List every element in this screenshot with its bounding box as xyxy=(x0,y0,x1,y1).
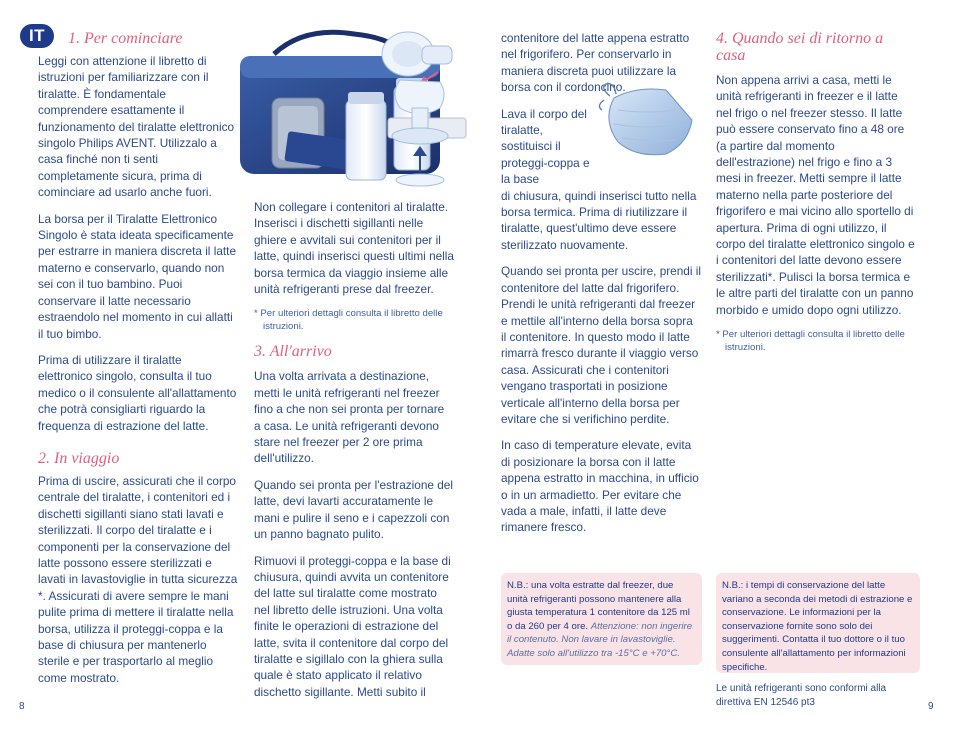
note-box-storage xyxy=(716,573,920,673)
paragraph: In caso di temperature elevate, evita di posizionare la borsa con il latte appena estratto in macchina, in ufficio o in un armadietto. Per evitare che vada a male, infatti, il latte deve rimanere fresco. xyxy=(501,438,699,535)
column-1 xyxy=(38,30,238,696)
paragraph: Non appena arrivi a casa, metti le unità refrigeranti in freezer e il latte nel frigo o nel freezer stesso. Il latte può essere conservato fino a 48 ore (a partire dal momento dell'estrazione) nel frigo e fino a 3 mesi in freezer. Metti sempre il latte materno nella parte posteriore del frigorifero e mai vicino allo sportello di apertura. Prima di ogni utilizzo, il corpo del tiralatte elettronico singolo e i contenitori del latte devono essere sterilizzati*. Pulisci la borsa termica e le altre parti del tiralatte con un panno morbido e umido dopo ogni utilizzo. xyxy=(716,73,915,317)
note-bold: N.B.: una volta estratte dal freezer, due unità refrigeranti possono mantenere alla giusta temperatura 1 contenitore da 125 ml o da 260 per 4 ore. xyxy=(507,580,690,632)
paragraph: Quando sei pronta per uscire, prendi il contenitore del latte dal frigorifero. Prendi le unità refrigeranti dal freezer e mettile all'interno della borsa sopra il contenitore. In questo modo il latte rimarrà fresco durante il viaggio verso casa. Assicurati che i contenitori vengano trasportati in posizione verticale all'interno della borsa per evitare che si verifichino perdite. xyxy=(501,264,702,426)
drawstring-pouch-illustration xyxy=(596,80,700,160)
paragraph: Lava il corpo del tiralatte, sostituisci il proteggi-coppa e la base xyxy=(501,106,590,187)
note-text: N.B.: i tempi di conservazione del latte variano a seconda dei metodi di estrazione e conservazione. Le informazioni per la conservazione fornite sono solo dei suggerimenti. Contatta il tuo dottore o il tuo consulente all'allattamento per informazioni specifiche. xyxy=(722,580,913,673)
heading-all-arrivo: 3. All'arrivo xyxy=(254,343,332,361)
footnote: * Per ulteriori dettagli consulta il libretto delle istruzioni. xyxy=(254,308,443,333)
heading-in-viaggio: 2. In viaggio xyxy=(38,449,120,467)
paragraph: di chiusura, quindi inserisci tutto nella borsa termica. Prima di riutilizzare il tiralatte, quest'ultimo deve essere sterilizzato nuovamente. xyxy=(501,188,697,252)
heading-quando-sei-di-ritorno: 4. Quando sei di ritorno a casa xyxy=(716,30,884,64)
footnote: * Per ulteriori dettagli consulta il libretto delle istruzioni. xyxy=(716,329,905,354)
paragraph: contenitore del latte appena estratto nel frigorifero. Per conservarlo in maniera discreta puoi utilizzare la borsa con il cordoncino. xyxy=(501,31,690,95)
paragraph: Una volta arrivata a destinazione, metti le unità refrigeranti nel freezer fino a che non sei pronta per tornare a casa. Le unità refrigeranti devono stare nel freezer per 2 ore prima dell'utilizzo. xyxy=(254,369,445,466)
breast-pump-illustration xyxy=(360,24,470,190)
language-badge: IT xyxy=(20,24,54,48)
column-2 xyxy=(254,199,454,710)
heading-per-cominciare: 1. Per cominciare xyxy=(68,30,183,47)
paragraph: Quando sei pronta per l'estrazione del latte, devi lavarti accuratamente le mani e pulire il seno e i capezzoli con un panno bagnato pulito. xyxy=(254,477,453,542)
note-box-refrigerant xyxy=(501,573,702,665)
paragraph: Rimuovi il proteggi-coppa e la base di chiusura, quindi avvita un contenitore del latte sul tiralatte come mostrato nel libretto delle istruzioni. Una volta finite le operazioni di estrazione del latte, svita il contenitore dal corpo del tiralatte e sigillalo con la ghiera sulla quale è stato applicato il relativo dischetto sigillante. Metti subito il xyxy=(254,553,451,699)
compliance-note: Le unità refrigeranti sono conformi alla direttiva EN 12546 pt3 xyxy=(716,683,887,708)
column-4 xyxy=(716,30,916,364)
page-number-left: 8 xyxy=(19,701,25,712)
page-number-right: 9 xyxy=(928,701,934,712)
paragraph: Non collegare i contenitori al tiralatte. Inserisci i dischetti sigillanti nelle ghiere e avvitali sui contenitori per il latte, quindi inserisci questi ultimi nella borsa termica da viaggio insieme alle unità refrigeranti prese dal freezer. xyxy=(254,200,454,297)
paragraph: La borsa per il Tiralatte Elettronico Singolo è stata ideata specificamente per estrarre in maniera discreta il latte materno e conservarlo, quando non sei con il tuo bambino. Puoi conservare il latte necessario estraendolo nel momento in cui allatti il tuo bimbo. xyxy=(38,211,237,341)
note-italic: Attenzione: non ingerire il contenuto. Non lavare in lavastoviglie. Adatte solo all'utilizzo tra -15°C e +70°C. xyxy=(507,620,693,659)
paragraph: Leggi con attenzione il libretto di istruzioni per familiarizzare con il tiralatte. È fondamentale comprendere esattamente il funzionamento del tiralatte elettronico singolo Philips AVENT. Utilizzalo a casa finché non ti senti completamente sicura, prima di cominciare ad usarlo anche fuori. xyxy=(38,54,235,200)
paragraph: Prima di uscire, assicurati che il corpo centrale del tiralatte, i contenitori ed i dischetti sigillanti siano stati lavati e sterilizzati. Il corpo del tiralatte e i componenti per la conservazione del latte possono essere sterilizzati e lavati in lavastoviglie in tutta sicurezza *. Assicurati di avere sempre le mani pulite prima di mettere il tiralatte nella borsa, utilizza il proteggi-coppa e la base di chiusura per mantenerlo sterile e per trasportarlo al meglio come mostrato. xyxy=(38,473,238,685)
paragraph: Prima di utilizzare il tiralatte elettronico singolo, consulta il tuo medico o il consulente all'allattamento che potrà consigliarti riguardo la frequenza di estrazione del latte. xyxy=(38,352,237,433)
